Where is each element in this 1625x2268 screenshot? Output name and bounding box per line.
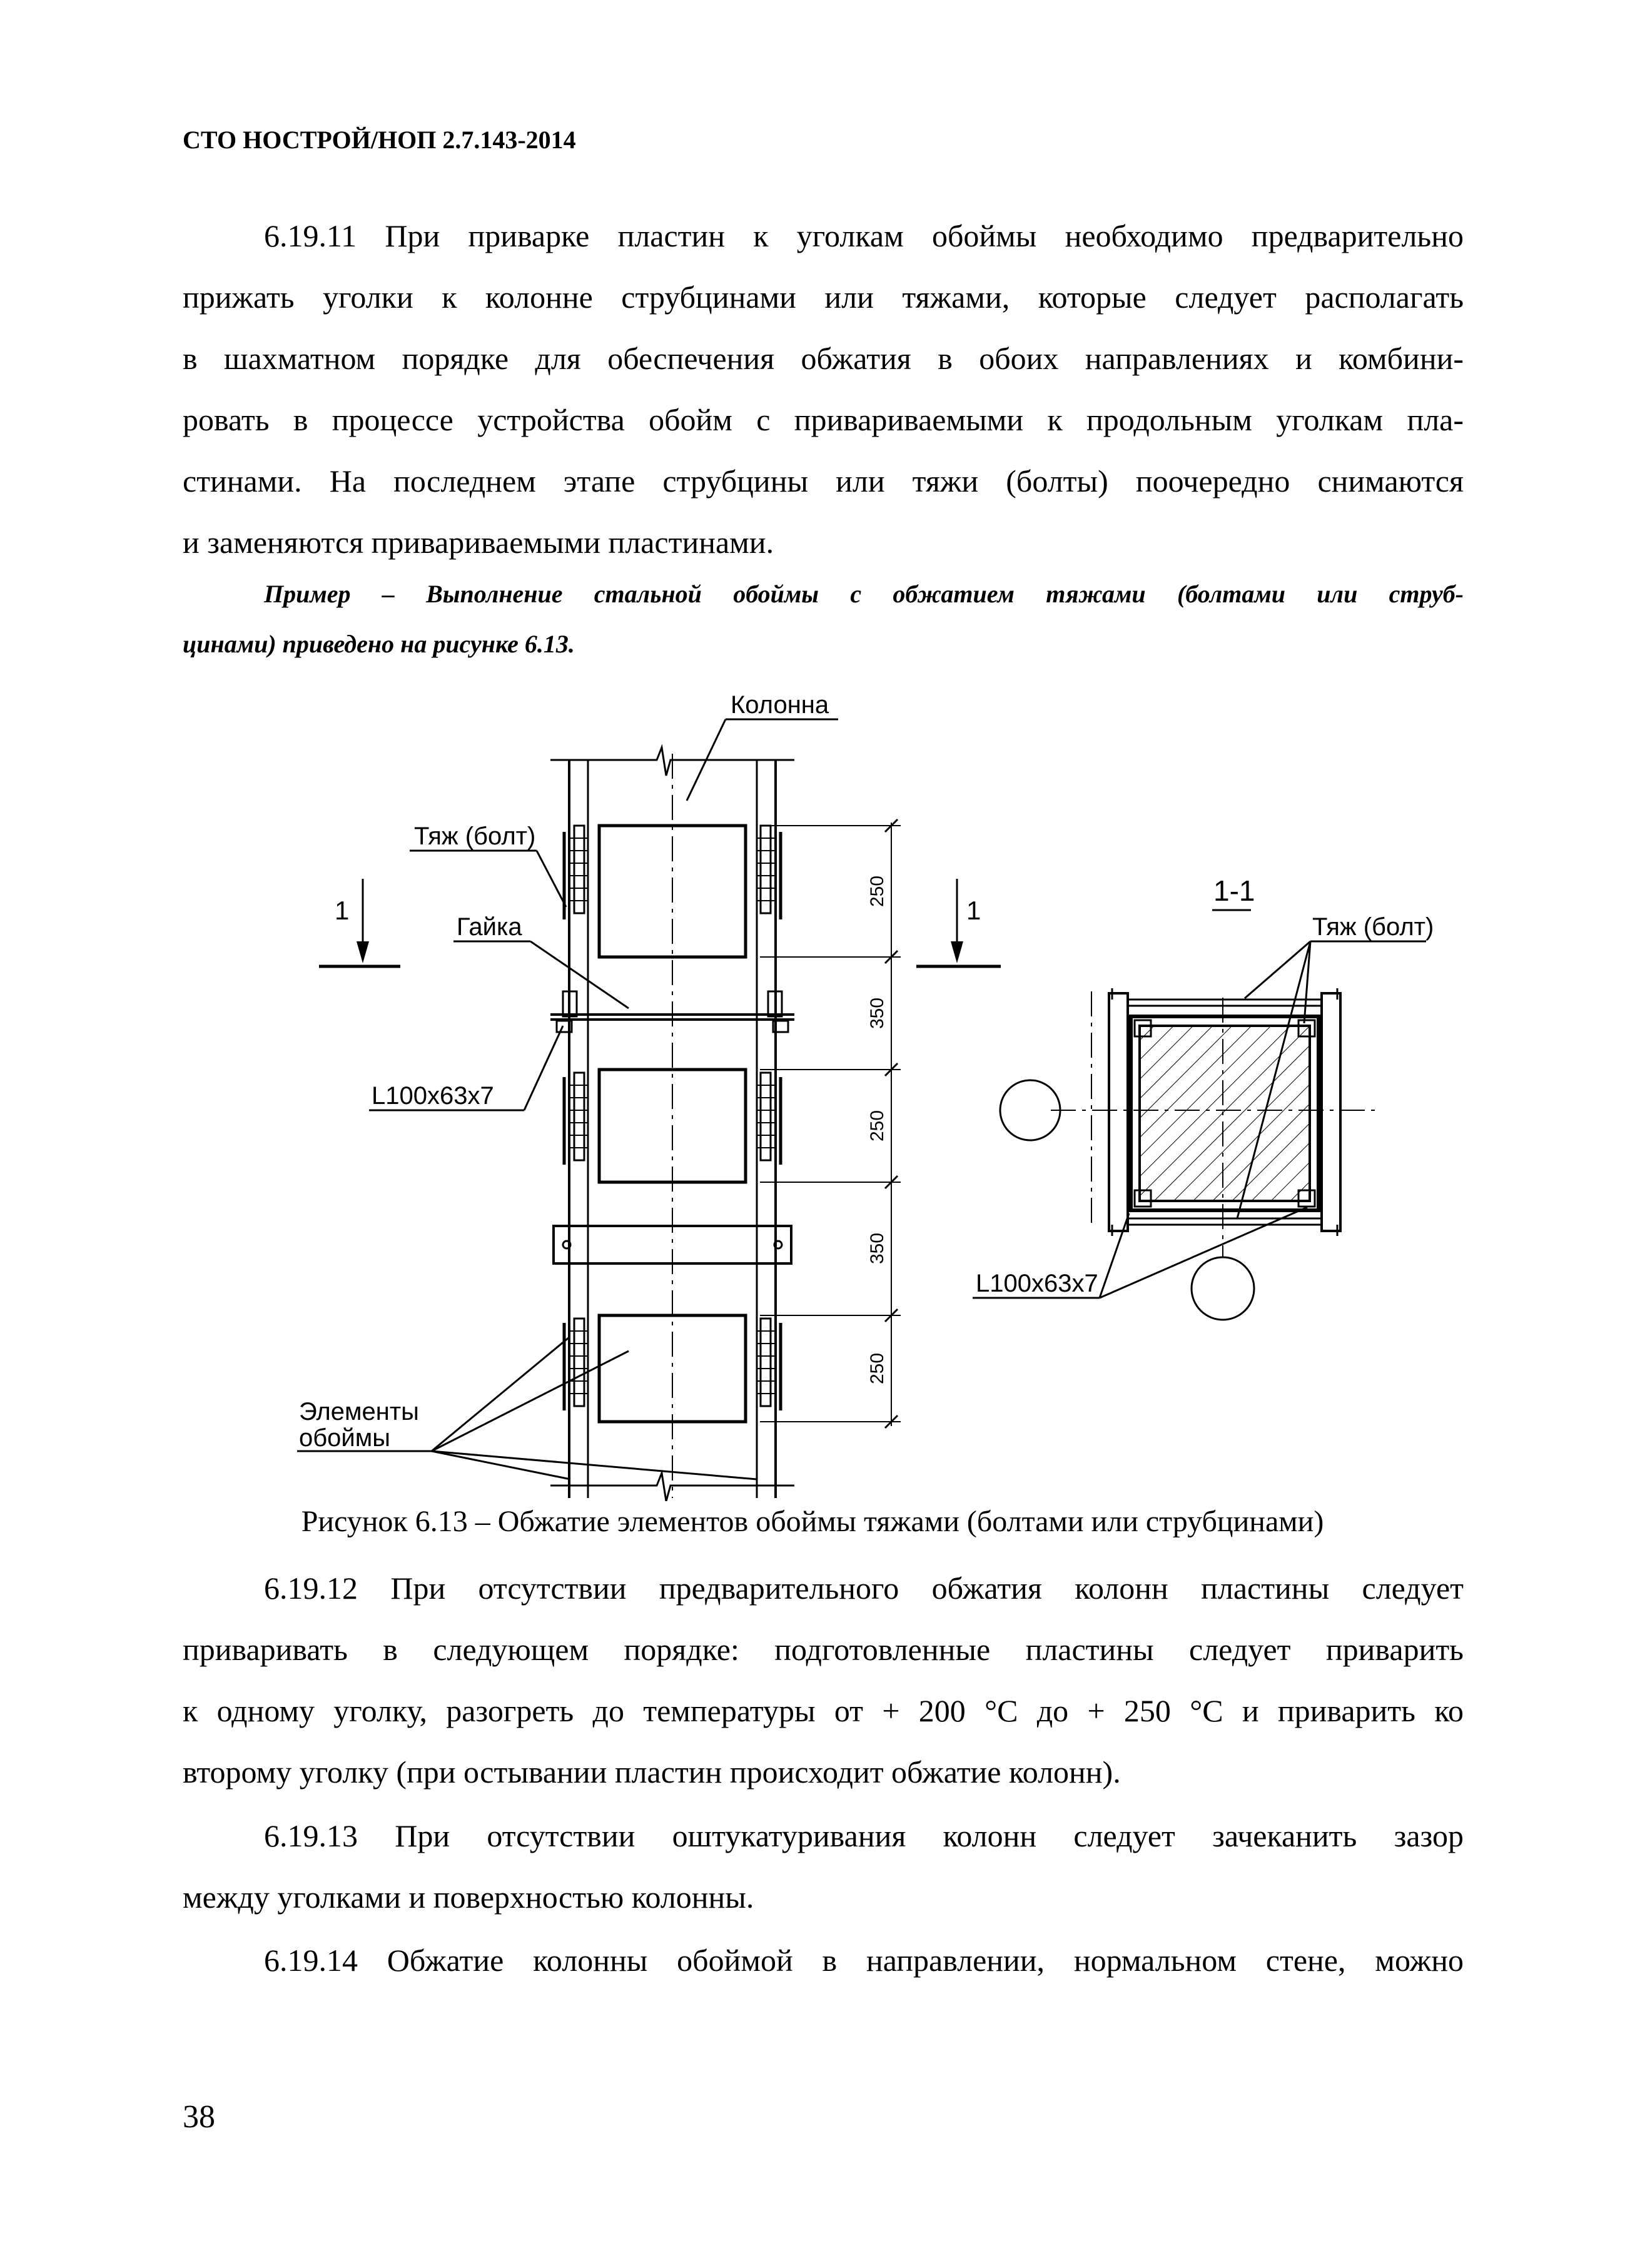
- text-line: прижать уголки к колонне струбцинами или тяжами, которые следует располагать: [183, 280, 1464, 315]
- text-line: Пример – Выполнение стальной обоймы с обжатием тяжами (болтами или струб-: [264, 580, 1464, 608]
- page-number: 38: [183, 2099, 215, 2135]
- dimension-labels: [867, 876, 888, 1384]
- text-line: 6.19.14 Обжатие колонны обоймой в направлении, нормальном стене, можно: [264, 1943, 1464, 1978]
- dimension-label: 350: [867, 997, 888, 1030]
- section-mark-right: 1: [966, 896, 981, 925]
- dimension-label: 250: [867, 1352, 888, 1385]
- paragraph-6-19-13: [183, 1805, 1464, 1928]
- text-line: второму уголку (при остывании пластин происходит обжатие колонн).: [183, 1754, 1121, 1790]
- section-label-tie: Тяж (болт): [1312, 913, 1434, 941]
- document-header: СТО НОСТРОЙ/НОП 2.7.143-2014: [183, 126, 576, 154]
- section-label-angle: L100x63x7: [976, 1270, 1098, 1297]
- dimension-label: 350: [867, 1232, 888, 1265]
- label-elements-line2: обоймы: [299, 1424, 390, 1452]
- label-tie: Тяж (болт): [414, 823, 536, 850]
- label-nut: Гайка: [457, 913, 522, 941]
- text-line: между уголками и поверхностью колонны.: [183, 1880, 754, 1915]
- text-line: и заменяются привариваемыми пластинами.: [183, 525, 774, 560]
- text-line: 6.19.11 При приварке пластин к уголкам обоймы необходимо предварительно: [264, 218, 1464, 253]
- section-markers: [319, 879, 1001, 966]
- figure-caption: Рисунок 6.13 – Обжатие элементов обоймы тяжами (болтами или струбцинами): [301, 1505, 1324, 1538]
- text-line: стинами. На последнем этапе струбцины или тяжи (болты) поочередно снимаются: [183, 463, 1464, 499]
- text-line: 6.19.12 При отсутствии предварительного обжатия колонн пластины следует: [264, 1571, 1464, 1606]
- label-column: Колонна: [731, 691, 829, 719]
- dimension-label: 250: [867, 1110, 888, 1142]
- dimension-label: 250: [867, 875, 888, 908]
- text-line: приваривать в следующем порядке: подготовленные пластины следует приварить: [183, 1632, 1464, 1667]
- paragraph-6-19-14: [183, 1930, 1464, 1991]
- text-line: в шахматном порядке для обеспечения обжатия в обоих направлениях и комбини-: [183, 341, 1464, 376]
- text-line: ровать в процессе устройства обойм с привариваемыми к продольным уголкам пла-: [183, 402, 1464, 437]
- label-angle: L100x63x7: [372, 1082, 494, 1110]
- label-elements-line1: Элементы: [299, 1398, 419, 1425]
- text-line: к одному уголку, разогреть до температуры от + 200 °С до + 250 °С и приварить ко: [183, 1693, 1464, 1728]
- column-elevation: [550, 747, 794, 1501]
- section-mark-left: 1: [335, 896, 350, 925]
- paragraph-6-19-12: [183, 1557, 1464, 1803]
- cross-section-1-1: [973, 910, 1426, 1320]
- text-line: 6.19.13 При отсутствии оштукатуривания колонн следует зачеканить зазор: [264, 1818, 1464, 1853]
- section-title: 1-1: [1213, 874, 1255, 907]
- text-line: цинами) приведено на рисунке 6.13.: [183, 630, 575, 658]
